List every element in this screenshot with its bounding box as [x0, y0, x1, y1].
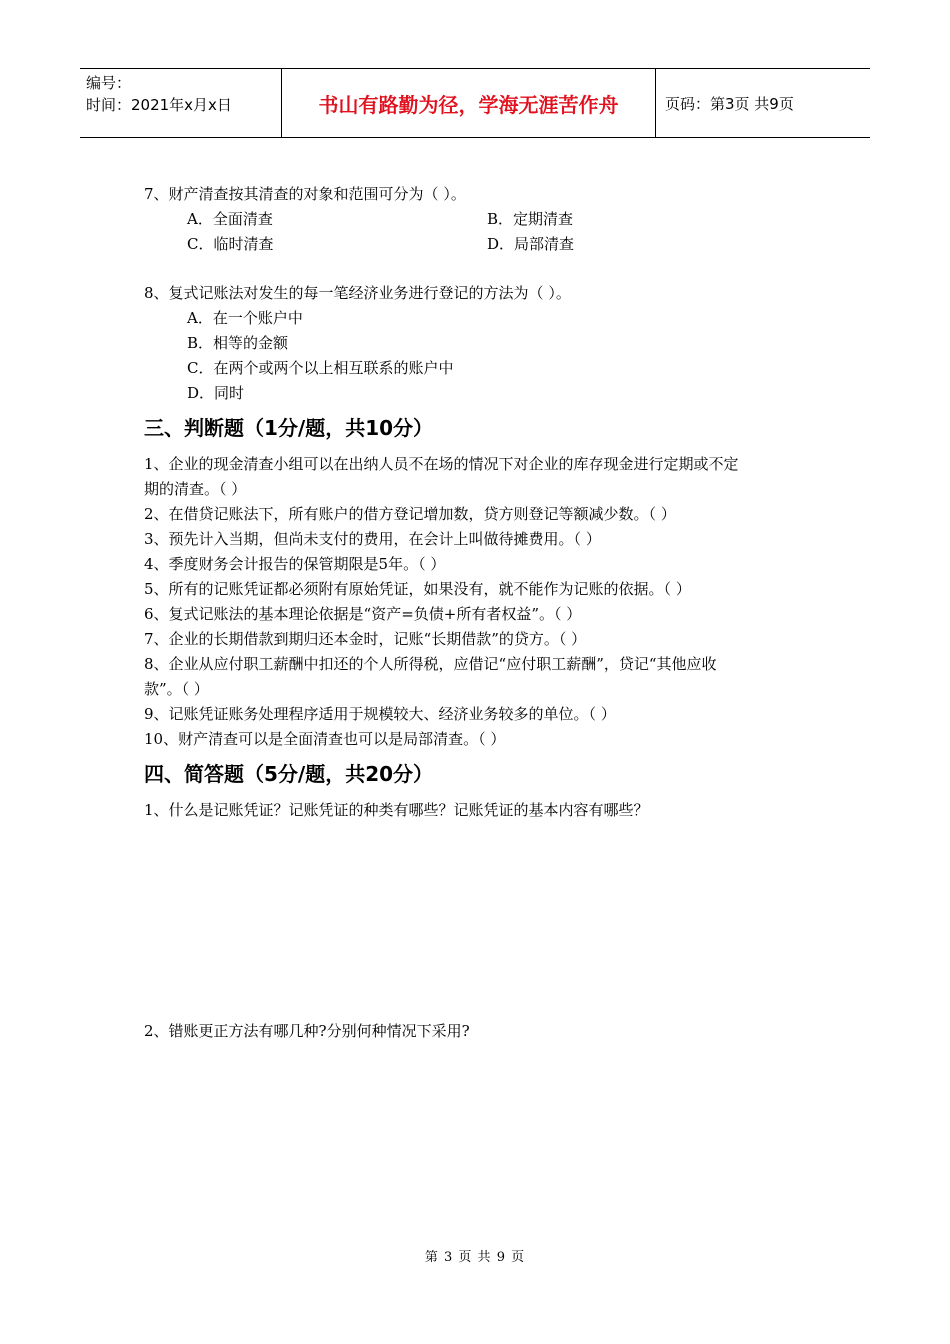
judge-line: 3、预先计入当期，但尚未支付的费用，在会计上叫做待摊费用。（ ） [144, 530, 601, 548]
option-d: D．同时 [187, 384, 245, 402]
option-b: B．定期清查 [487, 210, 574, 228]
judge-line: 6、复式记账法的基本理论依据是“资产=负债+所有者权益”。（ ） [144, 605, 582, 623]
judge-line: 9、记账凭证账务处理程序适用于规模较大、经济业务较多的单位。（ ） [144, 705, 616, 723]
page-header [80, 68, 870, 138]
time-label: 时间：2021年x月x日 [86, 96, 232, 114]
exam-content [144, 182, 814, 1044]
short-question-2: 2、错账更正方法有哪几种?分别何种情况下采用? [144, 1022, 470, 1040]
judge-line: 8、企业从应付职工薪酬中扣还的个人所得税，应借记“应付职工薪酬”，贷记“其他应收 [144, 655, 717, 673]
section-title-short: 四、简答题（5分/题，共20分） [144, 762, 434, 786]
judge-line: 5、所有的记账凭证都必须附有原始凭证，如果没有，就不能作为记账的依据。（ ） [144, 580, 691, 598]
option-a: A．在一个账户中 [187, 309, 303, 327]
page-footer: 第 3 页 共 9 页 [424, 1250, 526, 1265]
judge-line: 2、在借贷记账法下，所有账户的借方登记增加数，贷方则登记等额减少数。（ ） [144, 505, 676, 523]
question-8: 8、复式记账法对发生的每一笔经济业务进行登记的方法为（ ）。 [144, 284, 571, 302]
judge-list [144, 452, 814, 752]
code-label: 编号： [86, 74, 132, 92]
page-info: 页码：第3页 共9页 [665, 94, 794, 113]
judge-line: 1、企业的现金清查小组可以在出纳人员不在场的情况下对企业的库存现金进行定期或不定 [144, 455, 739, 473]
option-b: B．相等的金额 [187, 334, 289, 352]
option-d: D．局部清查 [487, 235, 575, 253]
question-7-options [144, 207, 814, 257]
section-title-judge: 三、判断题（1分/题，共10分） [144, 416, 434, 440]
motto: 书山有路勤为径，学海无涯苦作舟 [282, 69, 656, 137]
question-7: 7、财产清查按其清查的对象和范围可分为（ ）。 [144, 185, 466, 203]
option-a: A．全面清查 [187, 210, 273, 228]
judge-line: 10、财产清查可以是全面清查也可以是局部清查。（ ） [144, 730, 506, 748]
judge-line: 7、企业的长期借款到期归还本金时，记账“长期借款”的贷方。（ ） [144, 630, 587, 648]
judge-line: 4、季度财务会计报告的保管期限是5年。（ ） [144, 555, 446, 573]
header-left [80, 69, 282, 137]
judge-line: 款”。（ ） [144, 680, 209, 698]
judge-line: 期的清查。（ ） [144, 480, 247, 498]
option-c: C．在两个或两个以上相互联系的账户中 [187, 359, 454, 377]
short-question-1: 1、什么是记账凭证？记账凭证的种类有哪些？记账凭证的基本内容有哪些？ [144, 801, 649, 819]
option-c: C．临时清查 [187, 235, 274, 253]
